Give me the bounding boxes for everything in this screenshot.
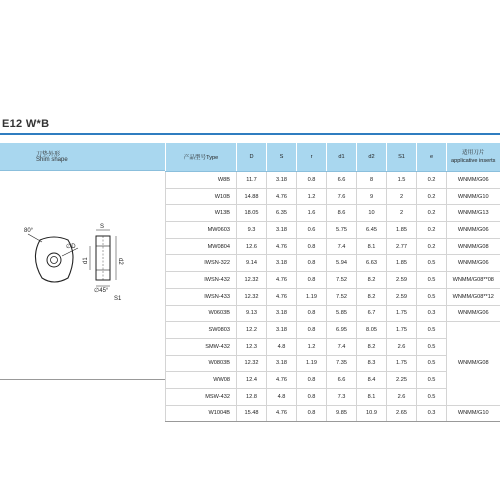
cell-d2: 10	[357, 205, 387, 222]
cell-r: 0.8	[297, 238, 327, 255]
table-row	[166, 322, 500, 339]
cell-d: 12.8	[237, 388, 267, 405]
cell-insert: WNMM/G10	[447, 188, 500, 205]
cell-d2: 8.4	[357, 372, 387, 389]
shim-shape-header	[0, 143, 165, 171]
cell-d1: 5.75	[327, 222, 357, 239]
cell-s1: 2	[387, 205, 417, 222]
cell-e: 0.3	[417, 305, 447, 322]
cell-d2: 6.45	[357, 222, 387, 239]
cell-e: 0.2	[417, 205, 447, 222]
cell-d2: 8.2	[357, 338, 387, 355]
cell-d1: 6.6	[327, 372, 357, 389]
cell-d1: 7.35	[327, 355, 357, 372]
table-row	[166, 188, 500, 205]
shim-shape-label-en: Shim shape	[36, 157, 68, 163]
col-header-inserts	[447, 143, 500, 172]
cell-e: 0.2	[417, 188, 447, 205]
cell-d: 12.2	[237, 322, 267, 339]
cell-s1: 1.75	[387, 355, 417, 372]
cell-d: 18.05	[237, 205, 267, 222]
cell-type: W0803B	[166, 355, 237, 372]
cell-d2: 8	[357, 172, 387, 189]
title-underline	[0, 133, 500, 135]
cell-insert: WNMM/G08**08	[447, 272, 500, 289]
cell-s1: 1.5	[387, 172, 417, 189]
cell-insert: WNMM/G06	[447, 305, 500, 322]
d1-label: d1	[83, 257, 89, 264]
cell-e: 0.5	[417, 388, 447, 405]
cell-e: 0.5	[417, 272, 447, 289]
col-header-inserts-zh: 适用刀片	[462, 150, 485, 156]
cell-r: 1.2	[297, 338, 327, 355]
cell-d2: 6.7	[357, 305, 387, 322]
cell-s1: 2.25	[387, 372, 417, 389]
cell-type: WW08	[166, 372, 237, 389]
center-hole-inner	[51, 257, 58, 264]
cell-type: SMW-432	[166, 338, 237, 355]
cell-insert: WNMM/G06	[447, 172, 500, 189]
cell-type: W0603B	[166, 305, 237, 322]
cell-insert: WNMM/G06	[447, 222, 500, 239]
table-body	[166, 172, 500, 422]
cell-s: 4.76	[267, 372, 297, 389]
cell-d: 9.14	[237, 255, 267, 272]
cell-s: 3.18	[267, 322, 297, 339]
cell-type: SW0803	[166, 322, 237, 339]
cell-s: 4.8	[267, 388, 297, 405]
shim-diagram	[20, 220, 140, 310]
cell-d2: 9	[357, 188, 387, 205]
cell-d: 12.6	[237, 238, 267, 255]
cell-r: 0.6	[297, 222, 327, 239]
cell-s1: 2.77	[387, 238, 417, 255]
cell-s: 3.18	[267, 172, 297, 189]
center-hole	[47, 253, 61, 267]
cell-s1: 2.59	[387, 272, 417, 289]
cell-d: 12.32	[237, 355, 267, 372]
page-title: E12 W*B	[2, 118, 50, 130]
cell-e: 0.2	[417, 238, 447, 255]
cell-insert: WNMM/G10	[447, 405, 500, 422]
cell-type: W1004B	[166, 405, 237, 422]
col-header-d2: d2	[357, 143, 387, 172]
col-header-s1: S1	[387, 143, 417, 172]
cell-d2: 8.2	[357, 272, 387, 289]
cell-insert: WNMM/G08	[447, 238, 500, 255]
cell-d2: 8.3	[357, 355, 387, 372]
cell-d: 12.32	[237, 288, 267, 305]
cell-d: 14.88	[237, 188, 267, 205]
cell-e: 0.5	[417, 338, 447, 355]
cell-s: 3.18	[267, 255, 297, 272]
cell-s1: 2	[387, 188, 417, 205]
col-header-r: r	[297, 143, 327, 172]
cell-r: 0.8	[297, 405, 327, 422]
cell-d: 9.13	[237, 305, 267, 322]
cell-s1: 1.75	[387, 305, 417, 322]
cell-d1: 9.85	[327, 405, 357, 422]
cell-d: 12.3	[237, 338, 267, 355]
angle-bottom-label: ∅45°	[94, 288, 109, 294]
cell-r: 0.8	[297, 172, 327, 189]
cell-e: 0.5	[417, 255, 447, 272]
cell-r: 0.8	[297, 272, 327, 289]
shim-spec-table	[165, 143, 500, 422]
diameter-d-label: ∅D	[66, 244, 76, 250]
cell-s: 4.8	[267, 338, 297, 355]
cell-r: 0.8	[297, 388, 327, 405]
cell-e: 0.2	[417, 172, 447, 189]
cell-s1: 1.75	[387, 322, 417, 339]
cell-s: 4.76	[267, 188, 297, 205]
cell-type: IWSN-432	[166, 272, 237, 289]
cell-type: IWSN-433	[166, 288, 237, 305]
cell-r: 0.8	[297, 255, 327, 272]
cell-r: 0.8	[297, 372, 327, 389]
cell-s1: 1.85	[387, 255, 417, 272]
cell-type: MSW-432	[166, 388, 237, 405]
cell-e: 0.5	[417, 322, 447, 339]
cell-r: 0.8	[297, 322, 327, 339]
cell-d1: 8.6	[327, 205, 357, 222]
cell-insert: WNMM/G08**12	[447, 288, 500, 305]
cell-insert: WNMM/G13	[447, 205, 500, 222]
cell-insert: WNMM/G06	[447, 255, 500, 272]
cell-d2: 8.1	[357, 238, 387, 255]
cell-d1: 7.6	[327, 188, 357, 205]
table-row	[166, 222, 500, 239]
cell-type: W10B	[166, 188, 237, 205]
cell-d1: 6.95	[327, 322, 357, 339]
cell-d1: 7.4	[327, 338, 357, 355]
table-row	[166, 205, 500, 222]
cell-d: 9.3	[237, 222, 267, 239]
cell-s: 4.76	[267, 288, 297, 305]
cell-s1: 2.65	[387, 405, 417, 422]
cell-r: 1.19	[297, 288, 327, 305]
cell-d: 11.7	[237, 172, 267, 189]
cell-insert: WNMM/G08	[447, 322, 500, 405]
cell-d1: 5.85	[327, 305, 357, 322]
cell-s1: 2.6	[387, 338, 417, 355]
cell-s: 3.18	[267, 355, 297, 372]
cell-s1: 2.59	[387, 288, 417, 305]
col-header-inserts-en: applicative inserts	[451, 158, 496, 164]
cell-d2: 8.2	[357, 288, 387, 305]
cell-d1: 7.3	[327, 388, 357, 405]
table-row	[166, 405, 500, 422]
shim-shape-label-zh: 刀垫外形	[36, 152, 61, 158]
table-row	[166, 238, 500, 255]
cell-d: 12.4	[237, 372, 267, 389]
table-row	[166, 272, 500, 289]
cell-s: 3.18	[267, 222, 297, 239]
table-row	[166, 305, 500, 322]
cell-r: 1.19	[297, 355, 327, 372]
cell-s: 4.76	[267, 272, 297, 289]
cell-d: 15.48	[237, 405, 267, 422]
cell-d2: 8.1	[357, 388, 387, 405]
cell-d1: 7.52	[327, 272, 357, 289]
d2-label: d2	[117, 258, 123, 265]
cell-d2: 10.9	[357, 405, 387, 422]
col-header-d1: d1	[327, 143, 357, 172]
col-header-d: D	[237, 143, 267, 172]
table-header-row	[166, 143, 500, 172]
cell-s1: 1.85	[387, 222, 417, 239]
cell-d1: 5.94	[327, 255, 357, 272]
col-header-type: 产品型号Type	[166, 143, 237, 172]
table-row	[166, 288, 500, 305]
cell-r: 1.2	[297, 188, 327, 205]
cell-r: 1.6	[297, 205, 327, 222]
cell-s: 4.76	[267, 238, 297, 255]
cell-e: 0.5	[417, 288, 447, 305]
col-header-e: e	[417, 143, 447, 172]
cell-type: MW0804	[166, 238, 237, 255]
col-header-s: S	[267, 143, 297, 172]
cell-s1: 2.6	[387, 388, 417, 405]
cell-type: W13B	[166, 205, 237, 222]
cell-s: 6.35	[267, 205, 297, 222]
cell-d1: 6.6	[327, 172, 357, 189]
cell-s: 4.76	[267, 405, 297, 422]
cell-e: 0.5	[417, 355, 447, 372]
cell-type: W8B	[166, 172, 237, 189]
cell-d: 12.32	[237, 272, 267, 289]
cell-e: 0.3	[417, 405, 447, 422]
s-label: S	[100, 224, 105, 230]
table-row	[166, 255, 500, 272]
cell-d1: 7.4	[327, 238, 357, 255]
cell-d1: 7.52	[327, 288, 357, 305]
cell-type: MW0603	[166, 222, 237, 239]
cell-s: 3.18	[267, 305, 297, 322]
s1-label: S1	[114, 296, 122, 302]
cell-type: IWSN-322	[166, 255, 237, 272]
cell-e: 0.5	[417, 372, 447, 389]
cell-d2: 8.05	[357, 322, 387, 339]
angle-top-label: 80°	[24, 228, 34, 234]
cell-r: 0.8	[297, 305, 327, 322]
cell-d2: 6.63	[357, 255, 387, 272]
cell-e: 0.2	[417, 222, 447, 239]
table-row	[166, 172, 500, 189]
